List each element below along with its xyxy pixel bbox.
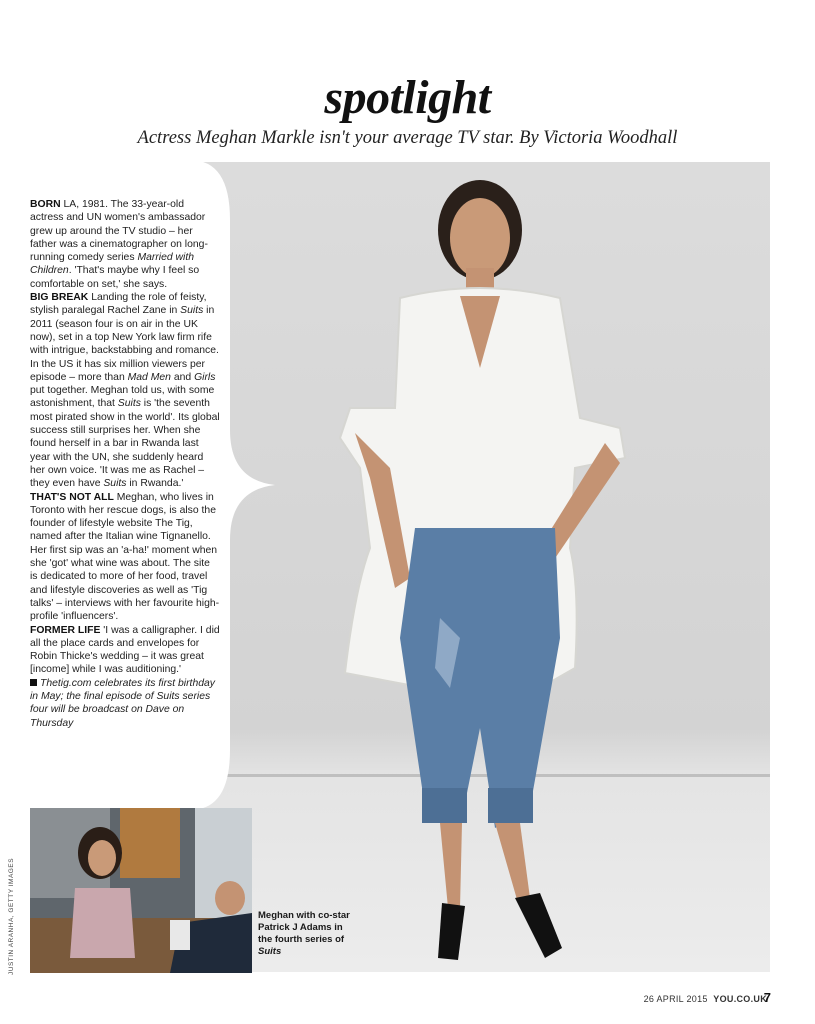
big-break-text4: put together. Meghan told us, with some astonishment, that <box>30 385 215 410</box>
endnote <box>30 677 220 730</box>
square-bullet-icon <box>30 679 37 686</box>
footer-site: YOU.CO.UK <box>713 994 767 1004</box>
former-life-text: 'I was a calligrapher. I did all the place cards and envelopes for Robin Thicke's wedding – it was great [income] while I was auditioning.' <box>30 624 220 676</box>
endnote-text: Thetig.com celebrates its first birthday in May; the final episode of Suits series four will be broadcast on Dave on Thursday <box>30 677 215 729</box>
footer <box>644 994 767 1004</box>
office-scene-illustration <box>30 808 252 973</box>
caption-show: Suits <box>258 946 282 957</box>
page-title: spotlight <box>324 71 491 124</box>
paragraph-not-all <box>30 491 220 624</box>
paragraph-former-life <box>30 624 220 677</box>
inset-caption <box>258 910 358 958</box>
born-show: Married with Children <box>30 252 195 277</box>
born-text: LA, 1981. The 33-year-old actress and UN women's ambassador grew up around the TV studio – her father was a cinematographer on long-running comedy series <box>30 199 208 264</box>
woman-figure-illustration <box>330 168 650 968</box>
paragraph-big-break <box>30 291 220 490</box>
lead-big-break: BIG BREAK <box>30 292 89 304</box>
big-break-show5: Suits <box>103 478 127 490</box>
inset-photo <box>30 808 252 973</box>
lead-not-all: THAT'S NOT ALL <box>30 491 114 503</box>
lead-former-life: FORMER LIFE <box>30 624 101 636</box>
born-tail: . 'That's maybe why I feel so comfortable on set,' she says. <box>30 265 200 290</box>
big-break-text2: in 2011 (season four is on air in the UK now), set in a top New York law firm rife with intrigue, backstabbing and romance. In the US it has six million viewers per episode – more than <box>30 305 219 383</box>
photo-credit: JUSTIN ARANHA, GETTY IMAGES <box>8 857 15 975</box>
footer-date: 26 APRIL 2015 <box>643 994 708 1004</box>
big-break-show4: Suits <box>117 398 141 410</box>
standfirst: Actress Meghan Markle isn't your average TV star. By Victoria Woodhall <box>137 128 678 148</box>
lead-born: BORN <box>30 199 61 210</box>
page-number: 7 <box>763 990 771 1005</box>
big-break-show: Suits <box>180 305 204 317</box>
big-break-show3: Girls <box>194 371 216 383</box>
big-break-text1: Landing the role of feisty, stylish paralegal Rachel Zane in <box>30 292 207 317</box>
article-body <box>30 198 220 730</box>
caption-text: Meghan with co-star Patrick J Adams in the fourth series of <box>258 910 350 945</box>
big-break-text3: and <box>170 371 195 383</box>
not-all-text: Meghan, who lives in Toronto with her rescue dogs, is also the founder of lifestyle website The Tig, named after the Italian wine Tignanello. Her first sip was an 'a-ha!' moment when she 'got' what wine was about. The site is dedicated to more of her food, travel and lifestyle discoveries as well as 'Tig talks' – interviews with her favourite high-profile 'influencers'. <box>30 491 220 623</box>
paragraph-born <box>30 198 220 291</box>
big-break-text5: is 'the seventh most pirated show in the world'. Its global success still surprises her. When she found herself in a bar in Rwanda last year with the UN, she suddenly heard her own voice. 'It was me as Rachel – they even have <box>30 398 220 490</box>
big-break-show2: Mad Men <box>127 371 171 383</box>
big-break-text6: in Rwanda.' <box>126 478 184 490</box>
